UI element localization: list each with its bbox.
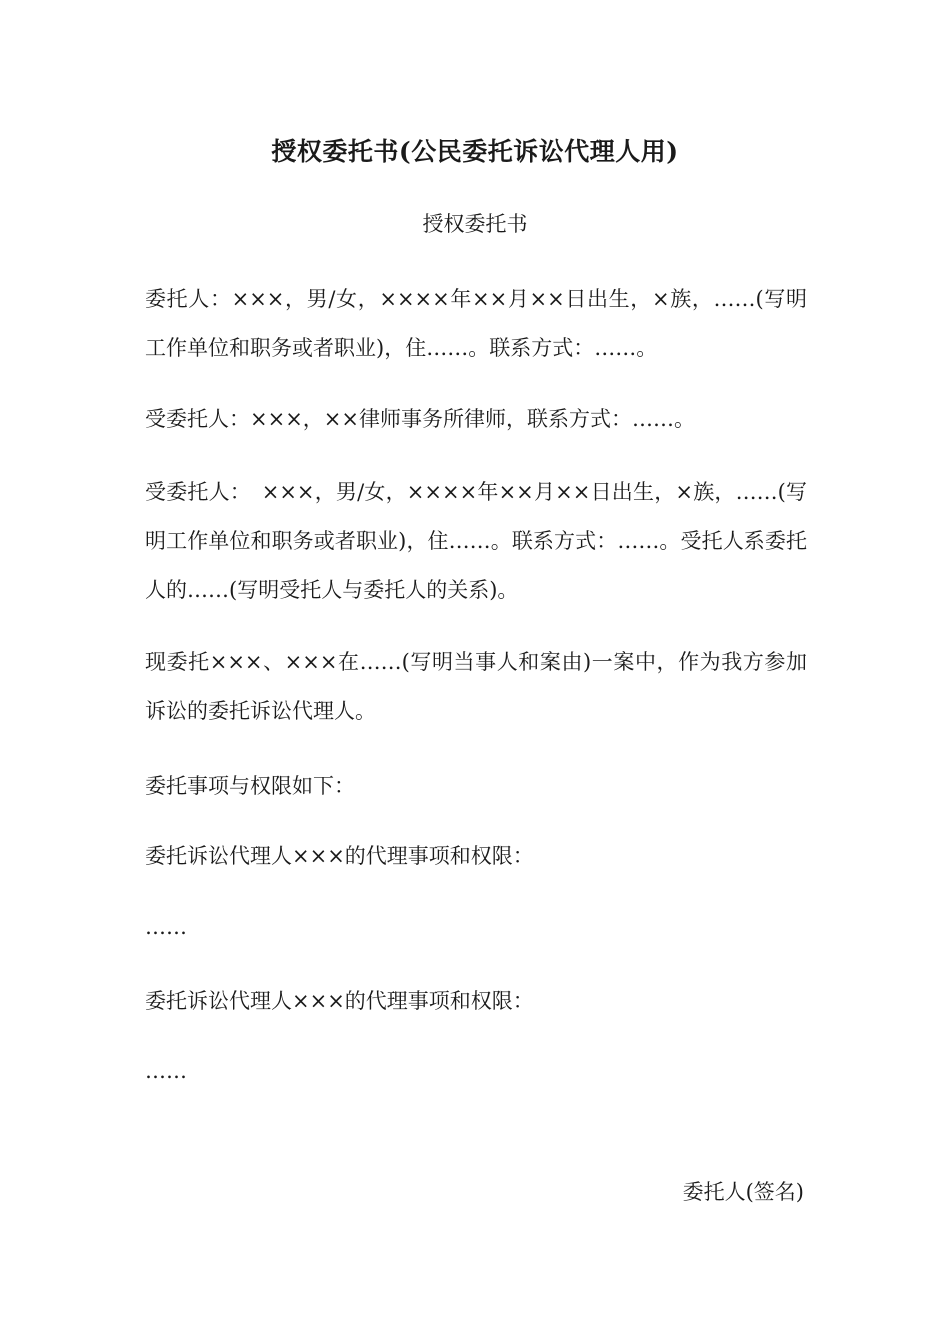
citizen-agent-paragraph: 受委托人： ×××，男/女，××××年××月××日出生，×族，……(写明工作单位和职务或者职业)，住……。联系方式：……。受托人系委托人的……(写明受托人与委托人的关系)。 (145, 480, 807, 602)
scope-heading: 委托事项与权限如下： (145, 774, 355, 798)
agent-scope-label-1: 委托诉讼代理人×××的代理事项和权限： (145, 844, 534, 868)
lawyer-agent-paragraph: 受委托人：×××，××律师事务所律师，联系方式：……。 (145, 407, 695, 431)
principal-paragraph: 委托人：×××，男/女，××××年××月××日出生，×族，……(写明工作单位和职务或者职业)，住……。联系方式：……。 (145, 287, 807, 360)
document-title: 授权委托书(公民委托诉讼代理人用) (271, 137, 679, 166)
agent-scope-ellipsis-1: …… (145, 915, 187, 939)
signature-line: 委托人(签名) (682, 1180, 804, 1204)
agent-scope-ellipsis-2: …… (145, 1059, 187, 1083)
document-subtitle: 授权委托书 (422, 212, 528, 236)
agent-scope-label-2: 委托诉讼代理人×××的代理事项和权限： (145, 989, 534, 1013)
delegation-paragraph: 现委托×××、×××在……(写明当事人和案由)一案中，作为我方参加诉讼的委托诉讼代理人。 (145, 650, 807, 723)
